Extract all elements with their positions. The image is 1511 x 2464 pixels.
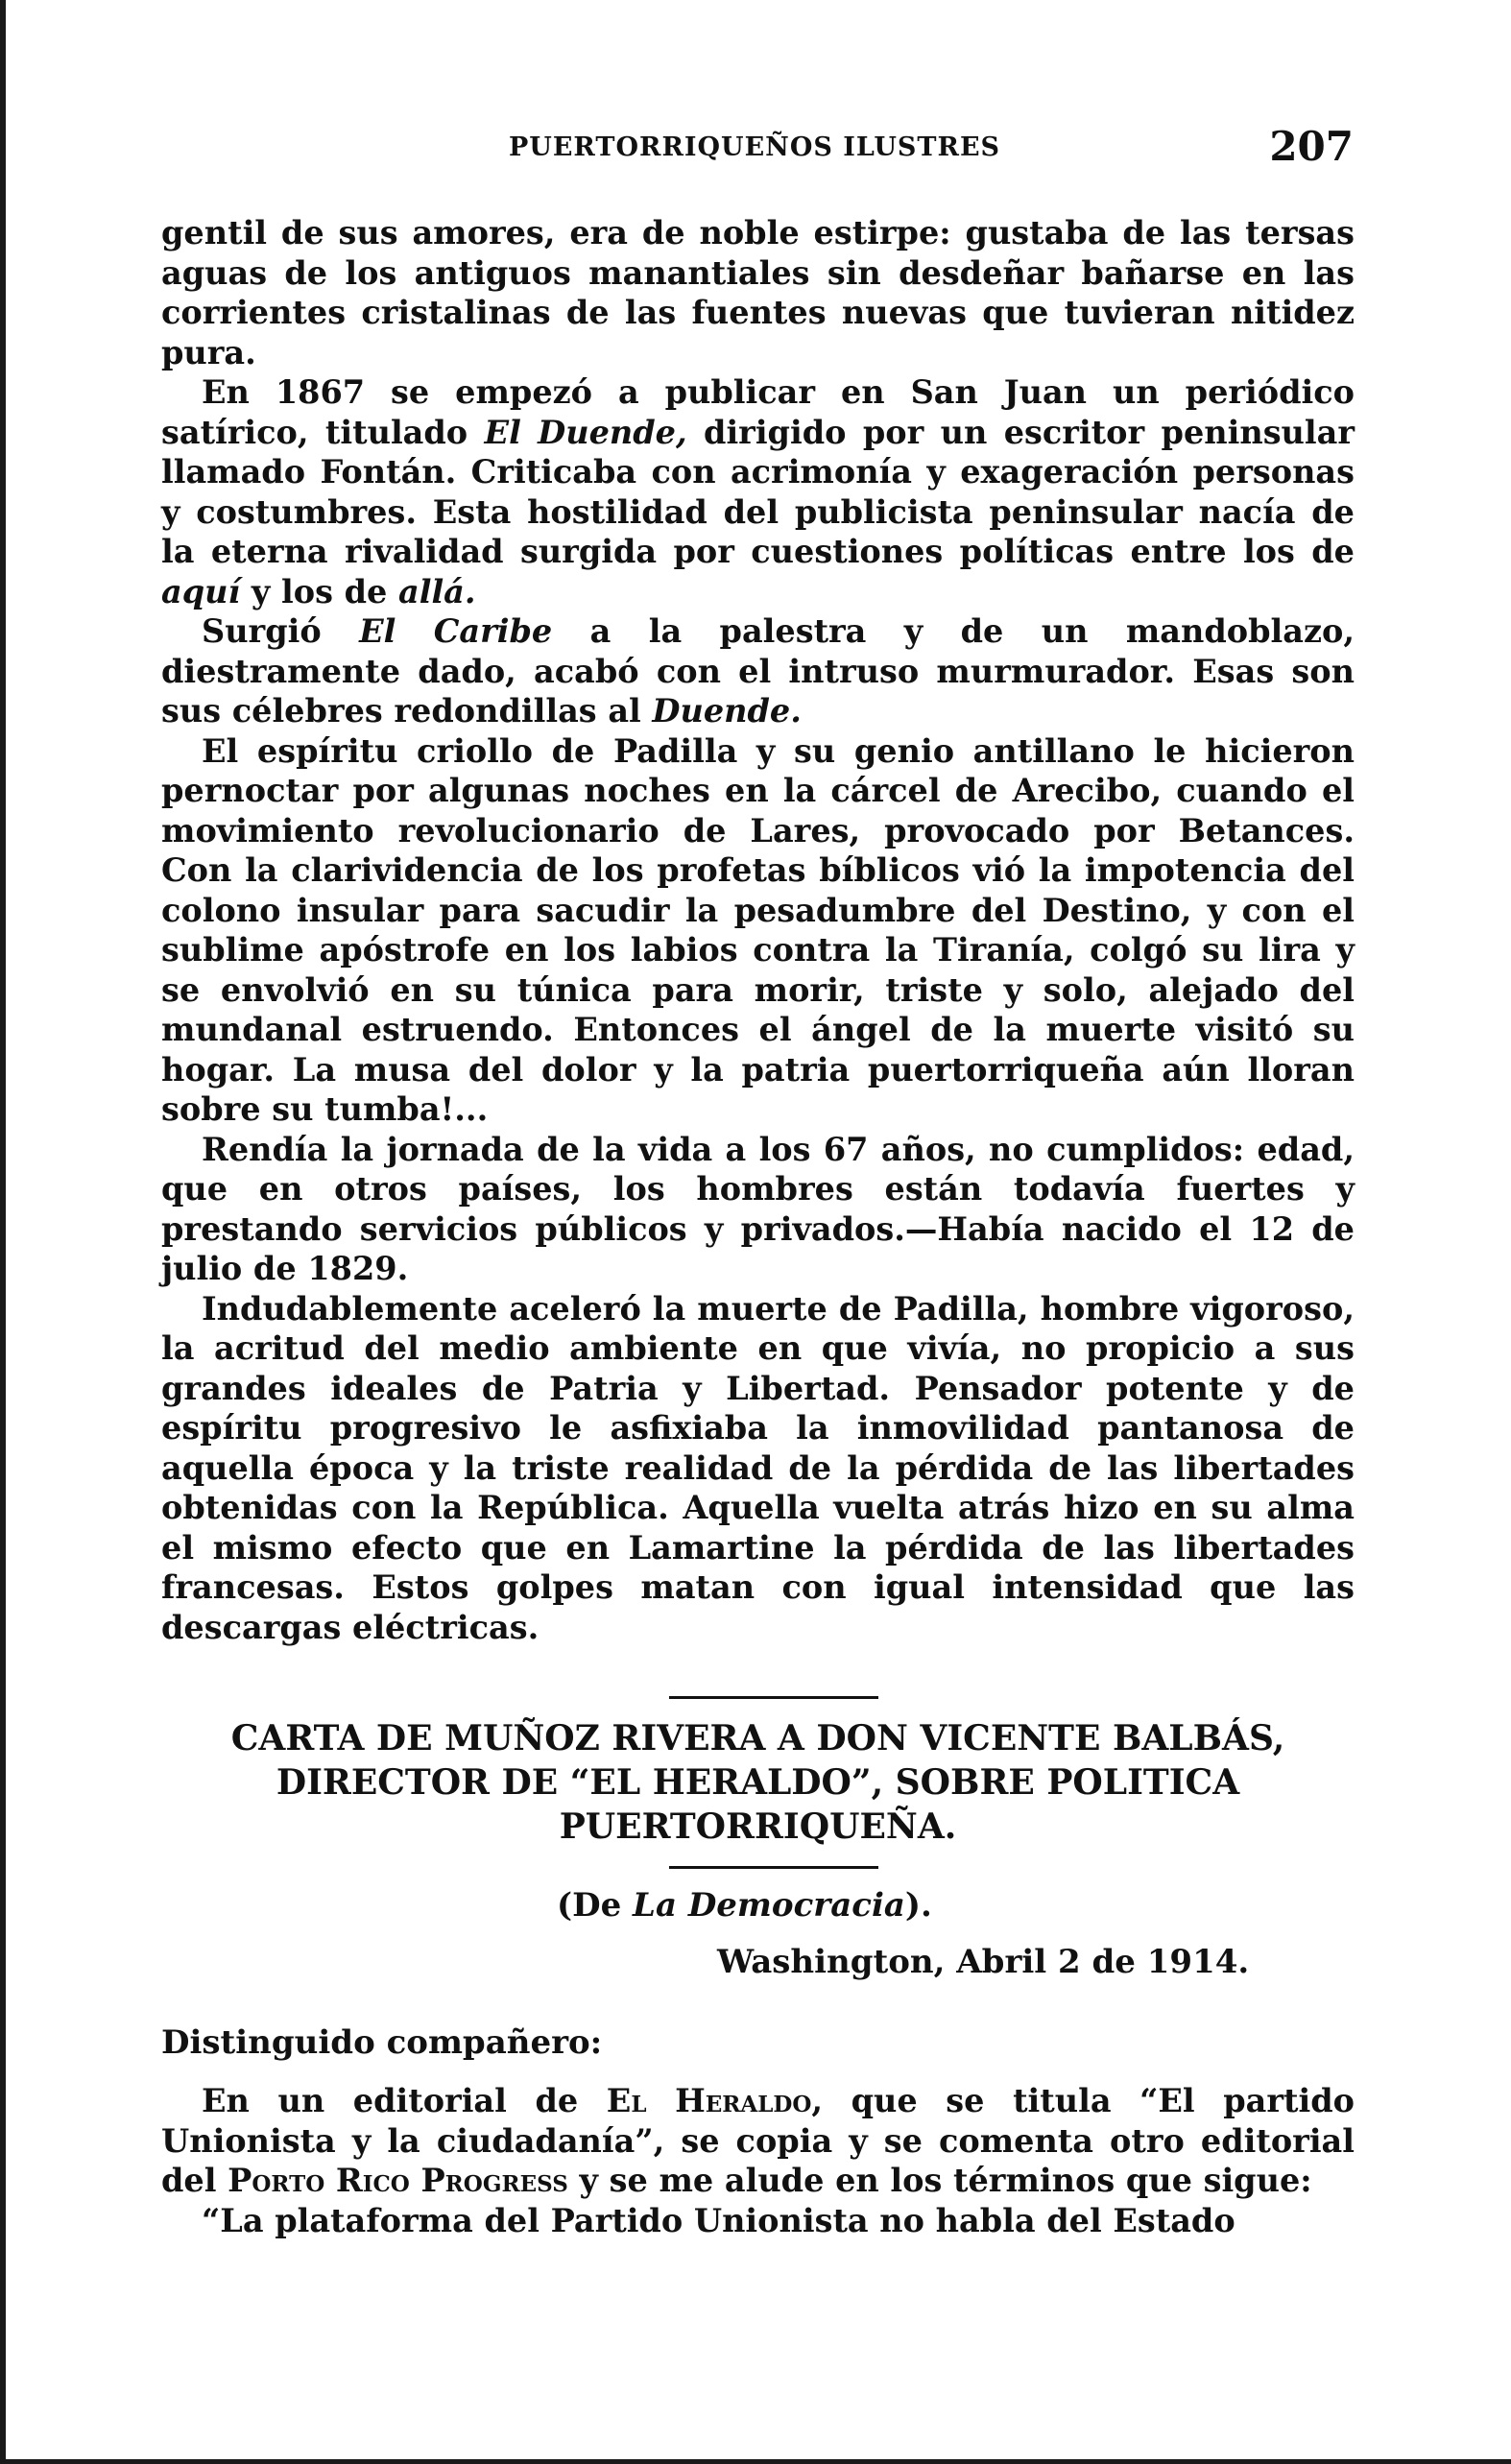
section-title-line: CARTA DE MUÑOZ RIVERA A DON VICENTE BALBÁS, — [230, 1718, 1285, 1758]
text-run: En un editorial de — [202, 2082, 607, 2119]
paragraph — [161, 213, 1355, 372]
source-attribution — [557, 1886, 932, 1925]
text-run: Indudablemente aceleró la muerte de Padilla, hombre vigoroso, la acritud del medio ambiente en que vivía, no propicio a sus grandes ideales de Patria y Libertad. Pensador potente y de espíritu progresivo le asfixiaba la inmovilidad pantanosa de aquella época y la triste realidad de la pérdida de las libertades obtenidas con la República. Aquella vuelta atrás hizo en su alma el mismo efecto que en Lamartine la pérdida de las libertades francesas. Estos golpes matan con igual intensidad que las descargas eléctricas. — [161, 1289, 1355, 1646]
section-rule-bottom — [669, 1866, 878, 1869]
text-run: El espíritu criollo de Padilla y su genio antillano le hicieron pernoctar por algunas noches en la cárcel de Arecibo, cuando el movimiento revolucionario de Lares, provocado por Betances. Con la clarividencia de los profetas bíblicos vió la impotencia del colono insular para sacudir la pesadumbre del Destino, y con el sublime apóstrofe en los labios contra la Tiranía, colgó su lira y se envolvió en su túnica para morir, triste y solo, alejado del mundanal estruendo. Entonces el ángel de la muerte visitó su hogar. La musa del dolor y la patria puertorriqueña aún lloran sobre su tumba!... — [161, 731, 1355, 1128]
page-header — [158, 123, 1354, 171]
paragraph — [161, 2201, 1355, 2241]
text-run: dirigido por un escritor peninsular llamado Fontán. Criticaba con acrimonía y exageración personas y costumbres. Esta hostilidad del publicista peninsular nacía de la eterna rivalidad surgida por cuestiones políticas entre los de — [161, 413, 1355, 570]
paragraph — [161, 2081, 1355, 2201]
text-run: , que se titula “El partido Unionista y la ciudadanía”, se copia y se comenta otro editorial del — [161, 2082, 1355, 2199]
text-run: Surgió — [202, 612, 360, 650]
small-caps-text: El Heraldo — [606, 2082, 812, 2119]
paragraph — [161, 372, 1355, 611]
paragraph — [161, 1289, 1355, 1648]
text-run: y los de — [240, 572, 399, 610]
letter-dateline: Washington, Abril 2 de 1914. — [717, 1943, 1250, 1981]
section-title-line: DIRECTOR DE “EL HERALDO”, SOBRE POLITICA — [276, 1762, 1240, 1803]
scan-edge-left — [0, 0, 6, 2464]
paragraph — [161, 611, 1355, 731]
text-run: gentil de sus amores, era de noble estirpe: gustaba de las tersas aguas de los antiguos manantiales sin desdeñar bañarse en las corrientes cristalinas de las fuentes nuevas que tuvieran nitidez pura. — [161, 214, 1355, 371]
letter-salutation: Distinguido compañero: — [161, 2023, 603, 2062]
italic-text: allá. — [398, 572, 476, 610]
paragraph — [161, 731, 1355, 1130]
small-caps-text: Porto Rico Progress — [228, 2162, 568, 2199]
biography-text — [161, 213, 1355, 1647]
page-number: 207 — [1269, 123, 1354, 170]
section-rule-top — [669, 1696, 878, 1699]
section-title — [161, 1716, 1355, 1849]
text-run: a la palestra y de un mandoblazo, diestramente dado, acabó con el intruso murmurador. Esas son sus célebres redondillas al — [161, 612, 1355, 730]
italic-text: El Duende, — [484, 413, 687, 451]
scan-edge-bottom — [0, 2459, 1511, 2464]
italic-text: aquí — [161, 572, 241, 610]
text-run: y se me alude en los términos que sigue: — [567, 2162, 1312, 2199]
letter-text — [161, 2081, 1355, 2240]
source-title: La Democracia — [633, 1886, 905, 1925]
section-title-line: PUERTORRIQUEÑA. — [559, 1806, 957, 1847]
italic-text: Duende. — [652, 692, 802, 730]
source-open: (De — [557, 1886, 634, 1925]
source-close: ). — [904, 1886, 932, 1925]
running-head: PUERTORRIQUEÑOS ILUSTRES — [509, 132, 1001, 162]
text-run: En 1867 se empezó a publicar en San Juan un periódico satírico, titulado — [161, 373, 1355, 451]
text-run: Rendía la jornada de la vida a los 67 años, no cumplidos: edad, que en otros países, los hombres están todavía fuertes y prestando servicios públicos y privados.—Había nacido el 12 de julio de 1829. — [161, 1130, 1355, 1287]
paragraph — [161, 1130, 1355, 1289]
text-run: “La plataforma del Partido Unionista no habla del Estado — [202, 2201, 1235, 2239]
italic-text: El Caribe — [359, 612, 553, 650]
